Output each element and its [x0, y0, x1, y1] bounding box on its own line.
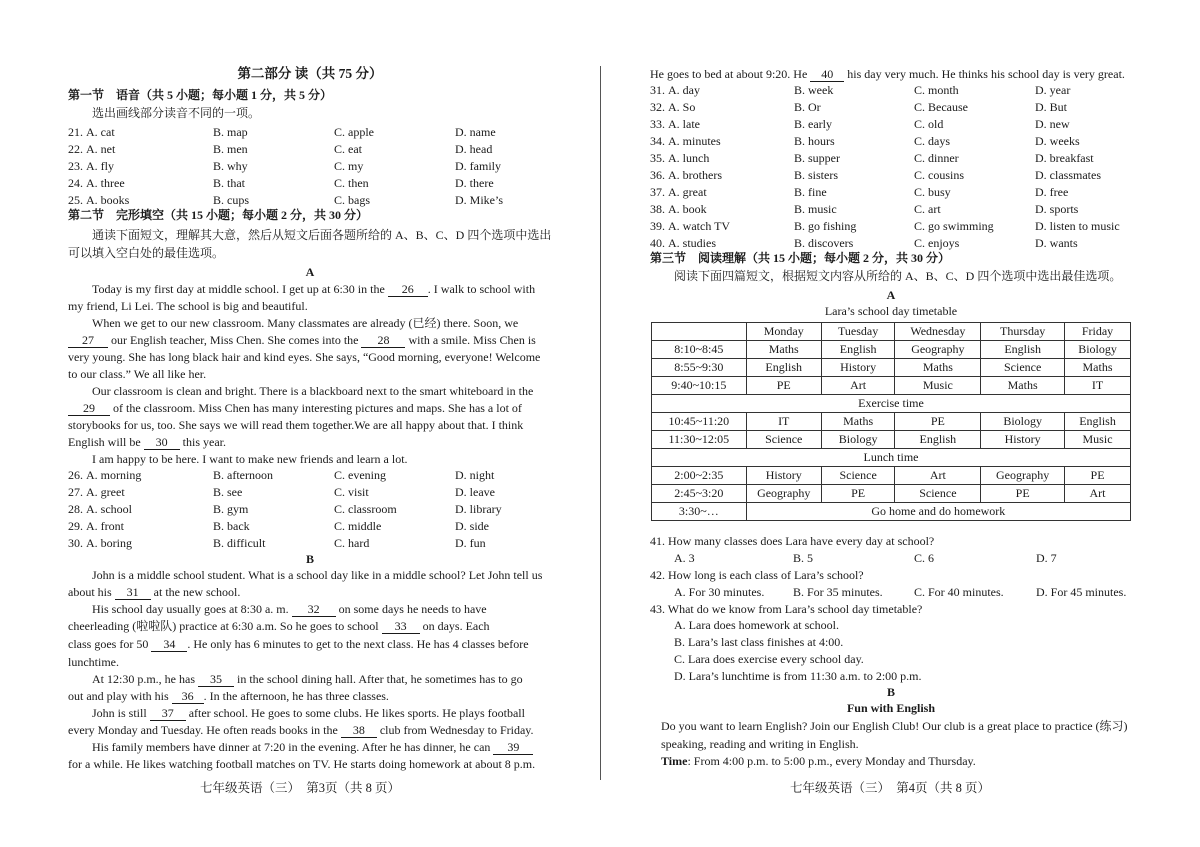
q42-option-c[interactable]: C. For 40 minutes. — [914, 585, 1004, 599]
question-item — [68, 141, 115, 157]
timetable-subject-cell: Maths — [895, 359, 981, 377]
lunch-time: Lunch time — [652, 449, 1131, 467]
option-b[interactable]: B. week — [794, 83, 834, 97]
question-number: 33. — [650, 117, 665, 131]
option-d[interactable]: D. Mike’s — [455, 193, 503, 207]
option-c[interactable]: C. Because — [914, 100, 968, 114]
question-item — [650, 116, 700, 132]
option-b[interactable]: B. gym — [213, 502, 249, 516]
option-c[interactable]: C. art — [914, 202, 941, 216]
exercise-time: Exercise time — [652, 395, 1131, 413]
timetable-row — [652, 431, 1131, 449]
timetable-title: Lara’s school day timetable — [824, 304, 958, 318]
option-b[interactable]: B. Or — [794, 100, 821, 114]
option-a[interactable]: A. three — [86, 176, 125, 190]
question-number: 29. — [68, 519, 83, 533]
blank-32[interactable]: 32 — [292, 602, 336, 617]
question-number: 22. — [68, 142, 83, 156]
blank-39[interactable]: 39 — [493, 740, 533, 755]
timetable-afternoon — [652, 467, 1131, 503]
page-divider — [600, 66, 601, 780]
passage-b-line: about his 31 at the new school. — [68, 585, 241, 599]
blank-31[interactable]: 31 — [115, 585, 151, 600]
option-a[interactable]: A. morning — [86, 468, 142, 482]
question-number: 35. — [650, 151, 665, 165]
option-c[interactable]: C. old — [914, 117, 944, 131]
option-d[interactable]: D. leave — [455, 485, 495, 499]
question-number: 34. — [650, 134, 665, 148]
option-d[interactable]: D. classmates — [1035, 168, 1101, 182]
timetable-subject-cell: Science — [746, 431, 821, 449]
timetable-header-cell — [652, 323, 747, 341]
passage-a-line: my friend, Li Lei. The school is big and beautiful. — [68, 299, 308, 313]
option-d[interactable]: D. family — [455, 159, 501, 173]
question-item — [650, 150, 709, 166]
timetable-row — [652, 377, 1131, 395]
passage-a-line: to our class.” We all like her. — [68, 367, 207, 381]
option-d[interactable]: D. sports — [1035, 202, 1079, 216]
timetable-subject-cell: PE — [981, 485, 1065, 503]
passage-a-line: When we get to our new classroom. Many classmates are already (已经) there. Soon, we — [92, 316, 519, 330]
option-d[interactable]: D. new — [1035, 117, 1070, 131]
timetable-last-row-text: Go home and do homework — [746, 503, 1130, 521]
question-item — [68, 467, 141, 483]
option-d[interactable]: D. wants — [1035, 236, 1078, 250]
timetable-header-cell: Thursday — [981, 323, 1065, 341]
option-d[interactable]: D. But — [1035, 100, 1068, 114]
option-d[interactable]: D. there — [455, 176, 494, 190]
passage-b-line: His family members have dinner at 7:20 in the evening. After he has dinner, he can 39 — [68, 739, 533, 755]
timetable-subject-cell: Art — [895, 467, 981, 485]
timetable-subject-cell: Music — [895, 377, 981, 395]
option-d[interactable]: D. breakfast — [1035, 151, 1094, 165]
option-a[interactable]: A. school — [86, 502, 132, 516]
timetable-row — [652, 359, 1131, 377]
blank-36[interactable]: 36 — [172, 689, 204, 704]
timetable-row — [652, 467, 1131, 485]
question-number: 26. — [68, 468, 83, 482]
option-c[interactable]: C. days — [914, 134, 950, 148]
option-c[interactable]: C. dinner — [914, 151, 959, 165]
timetable-subject-cell: Biology — [1065, 341, 1131, 359]
question-number: 30. — [68, 536, 83, 550]
section1-instruction: 选出画线部分读音不同的一项。 — [92, 106, 261, 120]
timetable-subject-cell: English — [895, 431, 981, 449]
option-c[interactable]: C. hard — [334, 536, 370, 550]
timetable-time-cell: 11:30~12:05 — [652, 431, 747, 449]
timetable-header-cell: Wednesday — [895, 323, 981, 341]
timetable-time-cell: 8:55~9:30 — [652, 359, 747, 377]
option-c[interactable]: C. busy — [914, 185, 951, 199]
option-a[interactable]: A. day — [668, 83, 700, 97]
timetable-subject-cell: Music — [1065, 431, 1131, 449]
question-item — [650, 82, 700, 98]
passage-b-line: John is still 37 after school. He goes to some clubs. He likes sports. He plays football — [92, 706, 525, 720]
timetable-subject-cell: IT — [1065, 377, 1131, 395]
timetable-subject-cell: PE — [821, 485, 895, 503]
option-d[interactable]: D. night — [455, 468, 495, 482]
timetable-break-row — [652, 449, 1131, 467]
reading-a-label: A — [886, 288, 896, 302]
blank-29[interactable]: 29 — [68, 401, 110, 416]
question-item — [650, 133, 721, 149]
timetable-subject-cell: Maths — [981, 377, 1065, 395]
option-a[interactable]: A. books — [86, 193, 130, 207]
question-item — [68, 535, 132, 551]
timetable-subject-cell: English — [746, 359, 821, 377]
option-d[interactable]: D. name — [455, 125, 496, 139]
passage-a-label: A — [305, 265, 315, 279]
option-a[interactable]: A. lunch — [668, 151, 710, 165]
question-number: 27. — [68, 485, 83, 499]
option-c[interactable]: C. apple — [334, 125, 374, 139]
question-number: 21. — [68, 125, 83, 139]
option-c[interactable]: C. cousins — [914, 168, 965, 182]
timetable-subject-cell: English — [821, 341, 895, 359]
passage-a-line: 29 of the classroom. Miss Chen has many interesting pictures and maps. She has a lot of — [68, 400, 522, 416]
blank-28[interactable]: 28 — [361, 333, 405, 348]
option-b[interactable]: B. map — [213, 125, 248, 139]
question-number: 24. — [68, 176, 83, 190]
timetable-header-row — [652, 323, 1131, 341]
timetable-morning — [652, 341, 1131, 395]
timetable-subject-cell: English — [1065, 413, 1131, 431]
question-item — [68, 192, 129, 208]
option-c[interactable]: C. then — [334, 176, 369, 190]
timetable-subject-cell: History — [746, 467, 821, 485]
option-b[interactable]: B. that — [213, 176, 245, 190]
passage-b-line: every Monday and Tuesday. He often reads books in the 38 club from Wednesday to Friday. — [68, 723, 534, 737]
section1-title: 第一节 语音（共 5 小题；每小题 1 分，共 5 分） — [68, 88, 333, 102]
passage-a-line: I am happy to be here. I want to make new friends and learn a lot. — [92, 452, 408, 466]
passage-a-line: Our classroom is clean and bright. There is a blackboard next to the smart whiteboard in the — [92, 384, 534, 398]
q42-option-d[interactable]: D. For 45 minutes. — [1036, 585, 1127, 599]
option-a[interactable]: A. front — [86, 519, 124, 533]
q42-option-a[interactable]: A. For 30 minutes. — [674, 585, 765, 599]
timetable-row — [652, 485, 1131, 503]
option-b[interactable]: B. afternoon — [213, 468, 273, 482]
question-item — [68, 484, 125, 500]
option-b[interactable]: B. why — [213, 159, 248, 173]
option-d[interactable]: D. fun — [455, 536, 486, 550]
question-41: 41. How many classes does Lara have every day at school? — [650, 534, 935, 548]
option-b[interactable]: B. see — [213, 485, 243, 499]
option-d[interactable]: D. listen to music — [1035, 219, 1120, 233]
option-c[interactable]: C. evening — [334, 468, 386, 482]
timetable-subject-cell: History — [821, 359, 895, 377]
question-item — [68, 501, 132, 517]
section3-title: 第三节 阅读理解（共 15 小题；每小题 2 分，共 30 分） — [650, 251, 951, 265]
option-a[interactable]: A. late — [668, 117, 700, 131]
timetable-subject-cell: PE — [746, 377, 821, 395]
blank-34[interactable]: 34 — [151, 637, 187, 652]
blank-30[interactable]: 30 — [144, 435, 180, 450]
timetable-subject-cell: Science — [895, 485, 981, 503]
timetable-subject-cell: Biology — [981, 413, 1065, 431]
option-c[interactable]: C. enjoys — [914, 236, 960, 250]
option-a[interactable]: A. studies — [668, 236, 716, 250]
question-item — [68, 124, 115, 140]
timetable-subject-cell: Science — [821, 467, 895, 485]
timetable-time-cell: 10:45~11:20 — [652, 413, 747, 431]
option-a[interactable]: A. fly — [86, 159, 114, 173]
q41-option-b[interactable]: B. 5 — [793, 551, 814, 565]
reading-b-line: Do you want to learn English? Join our English Club! Our club is a great place to practice (练习) — [661, 719, 1128, 733]
q42-option-b[interactable]: B. For 35 minutes. — [793, 585, 883, 599]
timetable-subject-cell: Geography — [746, 485, 821, 503]
option-a[interactable]: A. watch TV — [668, 219, 731, 233]
reading-b-label: B — [886, 685, 895, 699]
q43-option-c[interactable]: C. Lara does exercise every school day. — [674, 652, 864, 666]
blank-26[interactable]: 26 — [388, 282, 428, 297]
q43-option-b[interactable]: B. Lara’s last class finishes at 4:00. — [674, 635, 844, 649]
option-b[interactable]: B. discovers — [794, 236, 854, 250]
passage-b-line: for a while. He likes watching football matches on TV. He starts doing homework at about 8 p.m. — [68, 757, 536, 771]
q41-option-d[interactable]: D. 7 — [1036, 551, 1057, 565]
blank-37[interactable]: 37 — [150, 706, 186, 721]
option-b[interactable]: B. sisters — [794, 168, 839, 182]
option-c[interactable]: C. go swimming — [914, 219, 994, 233]
option-d[interactable]: D. free — [1035, 185, 1069, 199]
timetable-subject-cell: IT — [746, 413, 821, 431]
option-a[interactable]: A. cat — [86, 125, 115, 139]
timetable-subject-cell: Maths — [821, 413, 895, 431]
timetable-subject-cell: Art — [1065, 485, 1131, 503]
option-a[interactable]: A. So — [668, 100, 696, 114]
section2-title: 第二节 完形填空（共 15 小题；每小题 2 分，共 30 分） — [68, 208, 369, 222]
option-c[interactable]: C. bags — [334, 193, 370, 207]
option-a[interactable]: A. greet — [86, 485, 125, 499]
option-a[interactable]: A. minutes — [668, 134, 721, 148]
timetable-time-cell: 9:40~10:15 — [652, 377, 747, 395]
option-c[interactable]: C. middle — [334, 519, 382, 533]
option-a[interactable]: A. net — [86, 142, 116, 156]
option-d[interactable]: D. weeks — [1035, 134, 1080, 148]
passage-a-line: very young. She has long black hair and kind eyes. She says, “Good morning, everyone! Welcome — [68, 350, 541, 364]
question-number: 25. — [68, 193, 83, 207]
timetable-break-row — [652, 395, 1131, 413]
option-a[interactable]: A. brothers — [668, 168, 722, 182]
question-item — [650, 201, 707, 217]
reading-b-time: Time: From 4:00 p.m. to 5:00 p.m., every Monday and Thursday. — [661, 754, 976, 768]
passage-b-line: cheerleading (啦啦队) practice at 6:30 a.m. So he goes to school 33 on days. Each — [68, 619, 490, 633]
passage-b-line: out and play with his 36 . In the afternoon, he has three classes. — [68, 689, 389, 703]
option-b[interactable]: B. cups — [213, 193, 249, 207]
question-number: 36. — [650, 168, 665, 182]
passage-b-line: lunchtime. — [68, 655, 119, 669]
question-43: 43. What do we know from Lara’s school day timetable? — [650, 602, 923, 616]
option-c[interactable]: C. visit — [334, 485, 369, 499]
passage-b-line: class goes for 50 34 . He only has 6 minutes to get to the next class. He has 4 classes before — [68, 637, 529, 651]
question-number: 31. — [650, 83, 665, 97]
question-item — [68, 158, 114, 174]
option-d[interactable]: D. year — [1035, 83, 1071, 97]
question-number: 37. — [650, 185, 665, 199]
timetable-subject-cell: Geography — [981, 467, 1065, 485]
question-item — [68, 175, 125, 191]
reading-b-title: Fun with English — [846, 701, 936, 715]
question-item — [650, 235, 716, 251]
option-b[interactable]: B. hours — [794, 134, 835, 148]
passage-b-line: His school day usually goes at 8:30 a. m. 32 on some days he needs to have — [92, 602, 487, 616]
timetable-subject-cell: Maths — [1065, 359, 1131, 377]
part-title: 第二部分 读（共 75 分） — [237, 66, 383, 81]
option-a[interactable]: A. great — [668, 185, 707, 199]
question-number: 39. — [650, 219, 665, 233]
question-item — [650, 167, 722, 183]
timetable — [651, 322, 1131, 521]
q41-option-c[interactable]: C. 6 — [914, 551, 935, 565]
question-number: 23. — [68, 159, 83, 173]
option-b[interactable]: B. difficult — [213, 536, 266, 550]
section2-instruction-1: 通读下面短文，理解其大意，然后从短文后面各题所给的 A、B、C、D 四个选项中选出 — [92, 228, 552, 242]
timetable-time-cell: 2:45~3:20 — [652, 485, 747, 503]
question-number: 38. — [650, 202, 665, 216]
option-d[interactable]: D. side — [455, 519, 489, 533]
timetable-subject-cell: Geography — [895, 341, 981, 359]
timetable-header-cell: Monday — [746, 323, 821, 341]
passage-a-line: storybooks for us, too. She says we will read them together.We are all happy about that. I think — [68, 418, 524, 432]
timetable-subject-cell: Science — [981, 359, 1065, 377]
blank-40[interactable]: 40 — [810, 67, 844, 82]
passage-b-line: John is a middle school student. What is a school day like in a middle school? Let John tell us — [92, 568, 543, 582]
q41-option-a[interactable]: A. 3 — [674, 551, 695, 565]
question-item — [650, 99, 695, 115]
timetable-subject-cell: Maths — [746, 341, 821, 359]
blank-38[interactable]: 38 — [341, 723, 377, 738]
timetable-subject-cell: Art — [821, 377, 895, 395]
page-footer-right: 七年级英语（三） 第4页（共 8 页） — [790, 781, 991, 795]
option-d[interactable]: D. head — [455, 142, 493, 156]
passage-b-label: B — [305, 552, 314, 566]
passage-a-line: English will be 30 this year. — [68, 435, 226, 449]
question-number: 40. — [650, 236, 665, 250]
timetable-last-row — [652, 503, 1131, 521]
question-42: 42. How long is each class of Lara’s school? — [650, 568, 864, 582]
option-a[interactable]: A. book — [668, 202, 707, 216]
q43-option-d[interactable]: D. Lara’s lunchtime is from 11:30 a.m. to 2:00 p.m. — [674, 669, 922, 683]
timetable-header-cell: Tuesday — [821, 323, 895, 341]
question-number: 28. — [68, 502, 83, 516]
option-a[interactable]: A. boring — [86, 536, 132, 550]
passage-a-line: 27 our English teacher, Miss Chen. She comes into the 28 with a smile. Miss Chen is — [68, 332, 536, 348]
timetable-time-cell: 3:30~… — [652, 503, 747, 521]
option-b[interactable]: B. music — [794, 202, 837, 216]
passage-b-line: At 12:30 p.m., he has 35 in the school dining hall. After that, he sometimes has to go — [92, 672, 523, 686]
option-c[interactable]: C. month — [914, 83, 959, 97]
option-b[interactable]: B. go fishing — [794, 219, 857, 233]
question-item — [68, 518, 124, 534]
blank-27[interactable]: 27 — [68, 333, 108, 348]
option-b[interactable]: B. back — [213, 519, 250, 533]
option-b[interactable]: B. early — [794, 117, 832, 131]
timetable-time-cell: 2:00~2:35 — [652, 467, 747, 485]
timetable-late-morning — [652, 413, 1131, 449]
q43-option-a[interactable]: A. Lara does homework at school. — [674, 618, 839, 632]
timetable-subject-cell: Biology — [821, 431, 895, 449]
timetable-subject-cell: PE — [895, 413, 981, 431]
question-number: 32. — [650, 100, 665, 114]
option-c[interactable]: C. classroom — [334, 502, 397, 516]
option-c[interactable]: C. eat — [334, 142, 362, 156]
timetable-subject-cell: English — [981, 341, 1065, 359]
timetable-header-cell: Friday — [1065, 323, 1131, 341]
option-c[interactable]: C. my — [334, 159, 364, 173]
page-footer-left: 七年级英语（三） 第3页（共 8 页） — [200, 781, 401, 795]
reading-b-line: speaking, reading and writing in English. — [661, 737, 859, 751]
option-b[interactable]: B. men — [213, 142, 248, 156]
section2-instruction-2: 可以填入空白处的最佳选项。 — [68, 246, 225, 260]
blank-35[interactable]: 35 — [198, 672, 234, 687]
timetable-subject-cell: History — [981, 431, 1065, 449]
timetable-row — [652, 341, 1131, 359]
timetable-row — [652, 413, 1131, 431]
option-d[interactable]: D. library — [455, 502, 502, 516]
timetable-subject-cell: PE — [1065, 467, 1131, 485]
question-item — [650, 218, 730, 234]
blank-33[interactable]: 33 — [382, 619, 420, 634]
passage-b-line: He goes to bed at about 9:20. He 40 his day very much. He thinks his school day is very great. — [650, 67, 1125, 81]
question-item — [650, 184, 707, 200]
section3-instruction: 阅读下面四篇短文，根据短文内容从所给的 A、B、C、D 四个选项中选出最佳选项。 — [674, 269, 1122, 283]
timetable-time-cell: 8:10~8:45 — [652, 341, 747, 359]
option-b[interactable]: B. supper — [794, 151, 840, 165]
option-b[interactable]: B. fine — [794, 185, 827, 199]
passage-a-line: Today is my first day at middle school. I get up at 6:30 in the 26 . I walk to school with — [92, 282, 536, 296]
